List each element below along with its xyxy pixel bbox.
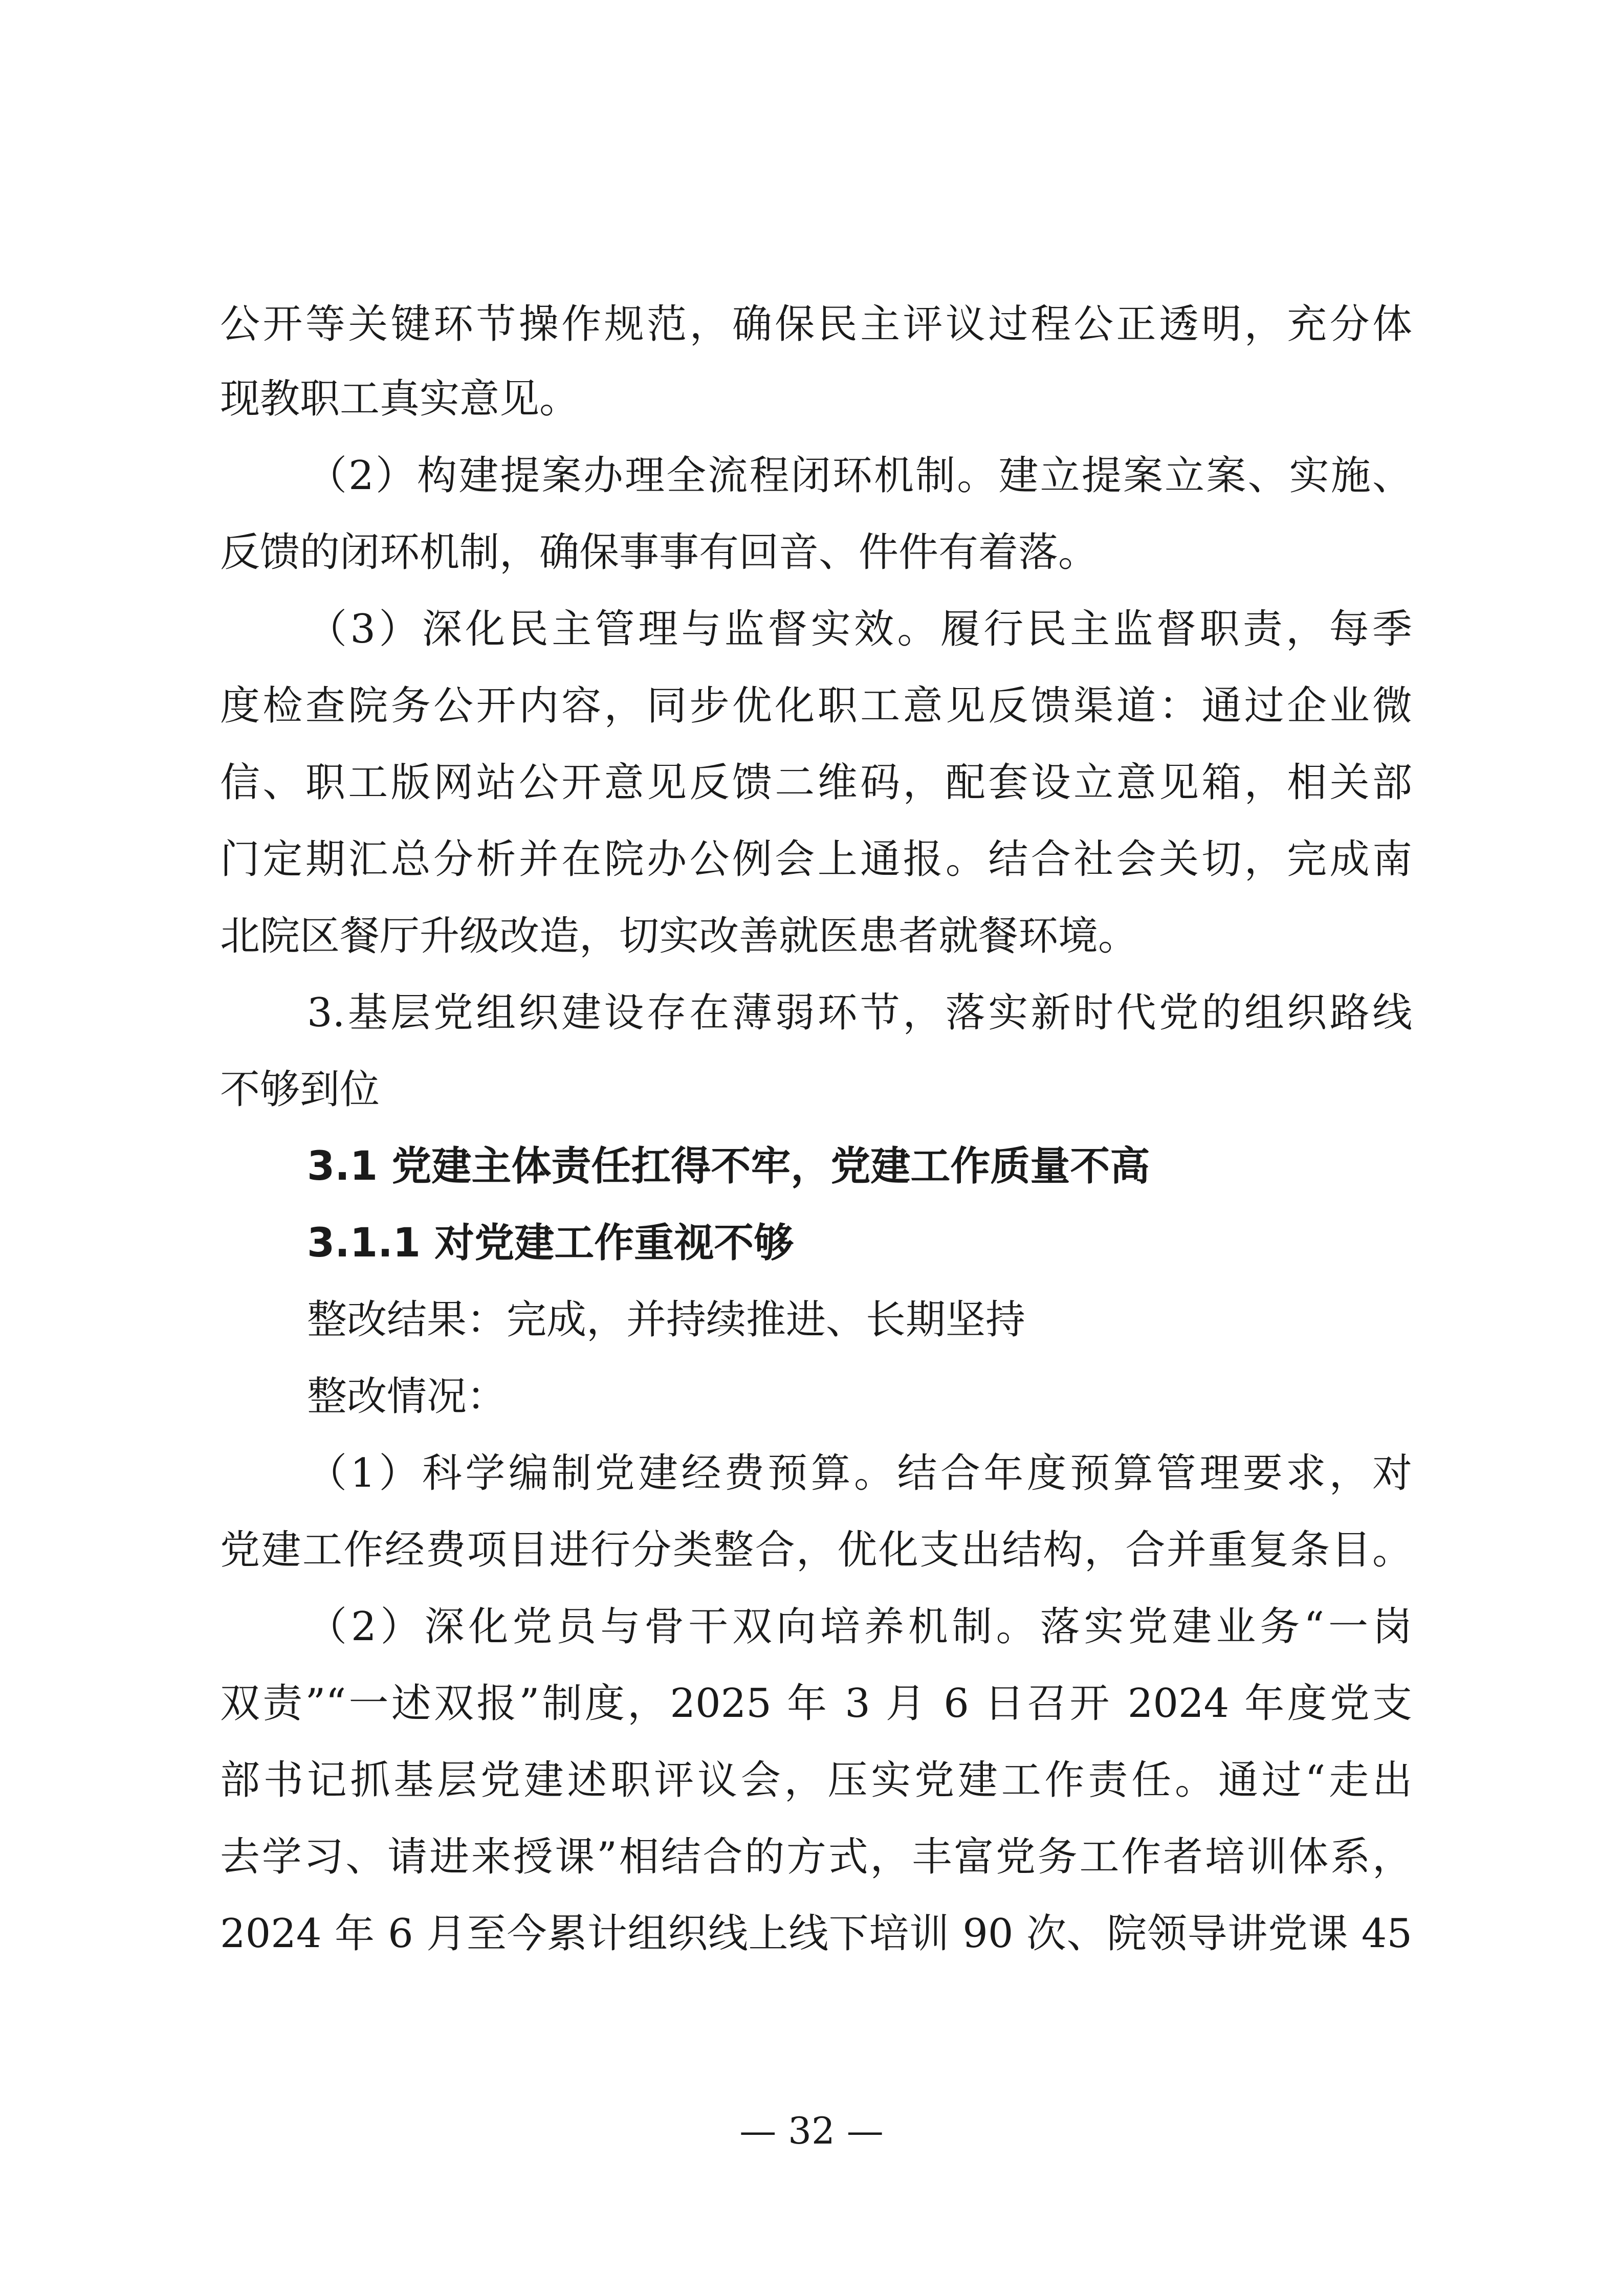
subsubsection-heading: 3.1.1 对党建工作重视不够	[307, 1220, 794, 1266]
section-heading-line: 不够到位	[220, 1067, 380, 1113]
body-text-line: 信、职工版网站公开意见反馈二维码，配套设立意见箱，相关部	[220, 760, 1412, 806]
body-text-line: 现教职工真实意见。	[220, 376, 580, 422]
list-item-text: （1）科学编制党建经费预算。结合年度预算管理要求，对	[307, 1450, 1412, 1496]
body-text-line: 去学习、请进来授课”相结合的方式，丰富党务工作者培训体系，	[220, 1834, 1412, 1880]
rectification-status-label: 整改情况：	[307, 1374, 507, 1420]
body-text-line: 北院区餐厅升级改造，切实改善就医患者就餐环境。	[220, 913, 1138, 959]
list-item-text: （2）深化党员与骨干双向培养机制。落实党建业务“一岗	[307, 1604, 1412, 1650]
body-text-line: 反馈的闭环机制，确保事事有回音、件件有着落。	[220, 529, 1099, 576]
section-heading-line: 3.基层党组织建设存在薄弱环节，落实新时代党的组织路线	[307, 990, 1412, 1036]
body-text-line: 双责”“一述双报”制度，2025 年 3 月 6 日召开 2024 年度党支	[220, 1681, 1412, 1727]
page-number: — 32 —	[739, 2109, 884, 2152]
rectification-result: 整改结果：完成，并持续推进、长期坚持	[307, 1297, 1026, 1343]
subsection-heading: 3.1 党建主体责任扛得不牢，党建工作质量不高	[307, 1143, 1150, 1189]
body-text-line: 公开等关键环节操作规范，确保民主评议过程公正透明，充分体	[220, 301, 1412, 347]
body-text-line: 2024 年 6 月至今累计组织线上线下培训 90 次、院领导讲党课 45	[220, 1911, 1412, 1957]
body-text-line: 部书记抓基层党建述职评议会，压实党建工作责任。通过“走出	[220, 1757, 1412, 1803]
list-item-text: （2）构建提案办理全流程闭环机制。建立提案立案、实施、	[307, 453, 1412, 499]
list-item-text: （3）深化民主管理与监督实效。履行民主监督职责，每季	[307, 606, 1412, 652]
body-text-line: 门定期汇总分析并在院办公例会上通报。结合社会关切，完成南	[220, 836, 1412, 882]
body-text-line: 党建工作经费项目进行分类整合，优化支出结构，合并重复条目。	[220, 1527, 1412, 1573]
body-text-line: 度检查院务公开内容，同步优化职工意见反馈渠道：通过企业微	[220, 683, 1412, 729]
